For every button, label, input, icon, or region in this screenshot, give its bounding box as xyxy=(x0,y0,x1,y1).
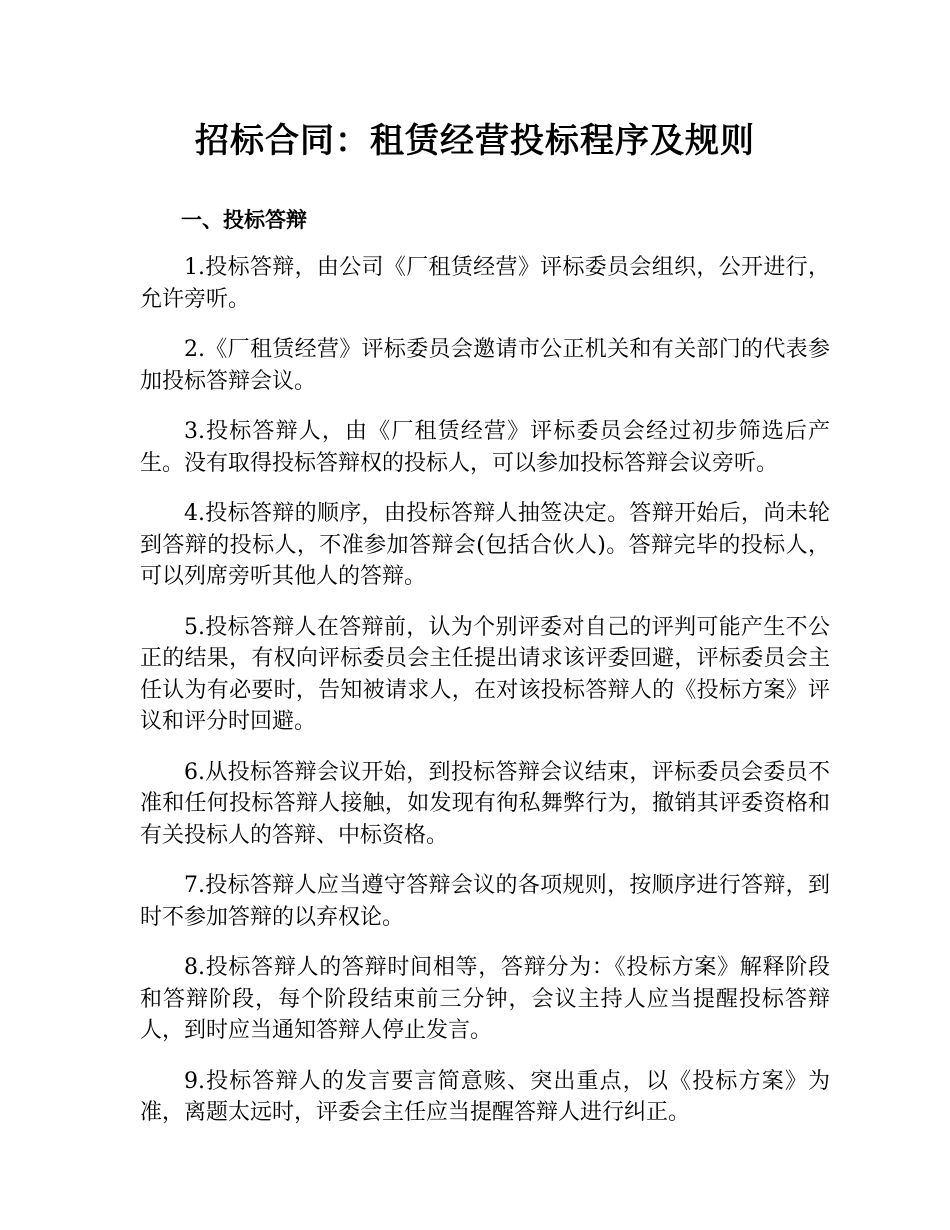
paragraph-6: 6.从投标答辩会议开始，到投标答辩会议结束，评标委员会委员不准和任何投标答辩人接触，如发现有徇私舞弊行为，撤销其评委资格和有关投标人的答辩、中标资格。 xyxy=(140,759,830,848)
document-title: 招标合同：租赁经营投标程序及规则 xyxy=(195,121,755,161)
paragraph-8: 8.投标答辩人的答辩时间相等，答辩分为：《投标方案》解释阶段和答辩阶段，每个阶段结束前三分钟，会议主持人应当提醒投标答辩人，到时应当通知答辩人停止发言。 xyxy=(140,955,830,1043)
document-body xyxy=(140,252,830,1148)
paragraph-9: 9.投标答辩人的发言要言简意赅、突出重点，以《投标方案》为准，离题太远时，评委会主任应当提醒答辩人进行纠正。 xyxy=(140,1068,830,1125)
paragraph-3: 3.投标答辩人，由《厂租赁经营》评标委员会经过初步筛选后产生。没有取得投标答辩权的投标人，可以参加投标答辩会议旁听。 xyxy=(140,419,830,476)
paragraph-4: 4.投标答辩的顺序，由投标答辩人抽签决定。答辩开始后，尚未轮到答辩的投标人，不准参加答辩会(包括合伙人)。答辩完毕的投标人，可以列席旁听其他人的答辩。 xyxy=(140,501,830,589)
paragraph-1: 1.投标答辩，由公司《厂租赁经营》评标委员会组织，公开进行，允许旁听。 xyxy=(140,255,830,312)
paragraph-2: 2.《厂租赁经营》评标委员会邀请市公正机关和有关部门的代表参加投标答辩会议。 xyxy=(140,337,830,394)
paragraph-7: 7.投标答辩人应当遵守答辩会议的各项规则，按顺序进行答辩，到时不参加答辩的以弃权论。 xyxy=(140,873,830,930)
paragraph-5: 5.投标答辩人在答辩前，认为个别评委对自己的评判可能产生不公正的结果，有权向评标委员会主任提出请求该评委回避，评标委员会主任认为有必要时，告知被请求人，在对该投标答辩人的《投标方案》评议和评分时回避。 xyxy=(140,614,830,734)
section-heading: 一、投标答辩 xyxy=(181,208,307,232)
